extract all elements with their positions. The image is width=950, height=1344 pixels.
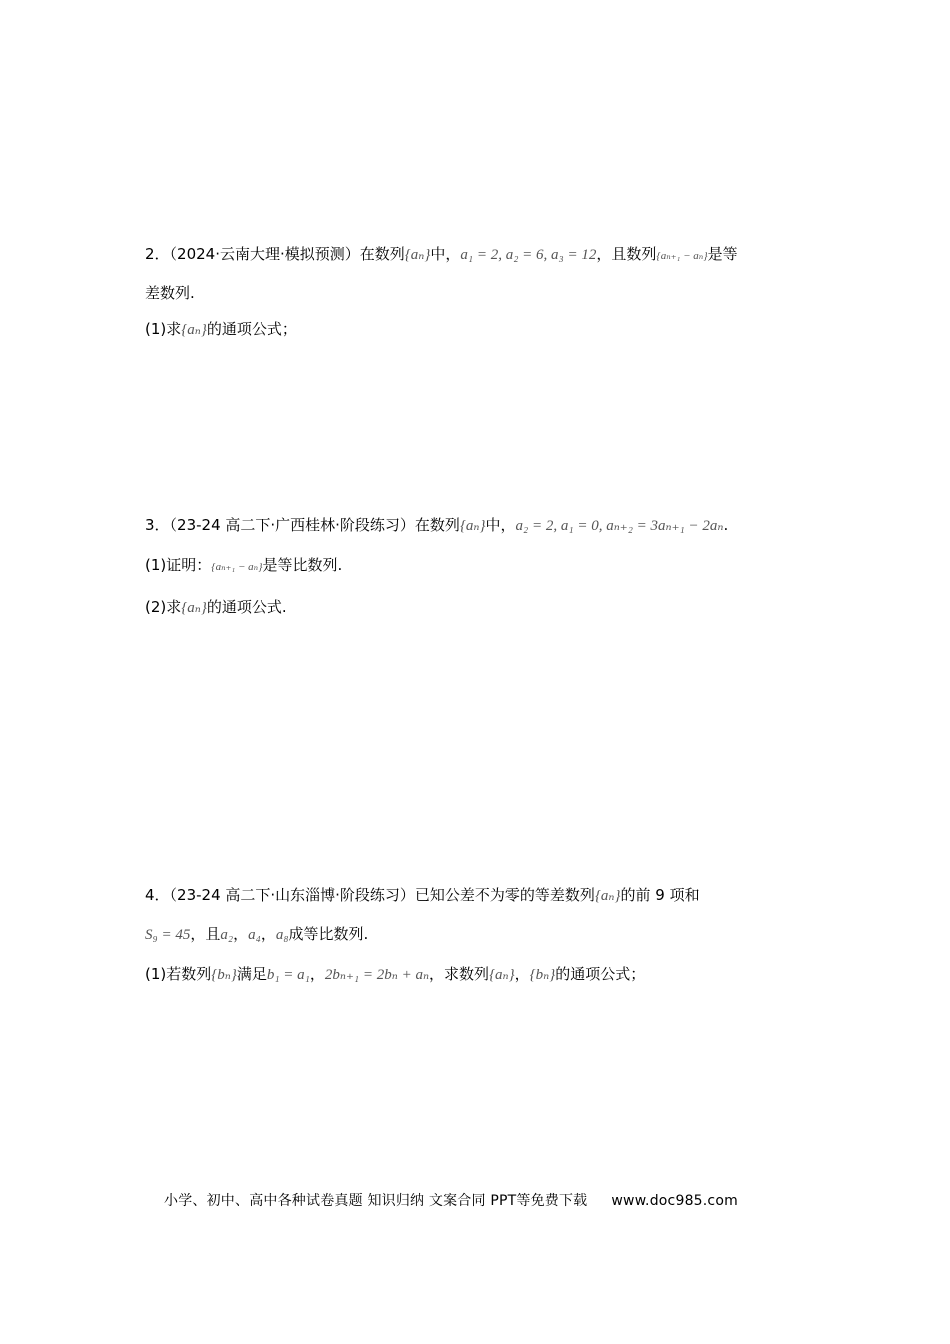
q4-line1 [145,884,700,907]
q4-seq-bn: {bₙ} [211,967,237,983]
q3-text: 中， [485,516,516,534]
q4-text: ，且 [190,925,221,943]
q4-text: ， [514,965,530,983]
q3-line1 [145,514,728,537]
q3-seq-an: {aₙ} [459,518,486,534]
q4-text: 的前 9 项和 [620,886,700,904]
q4-b1: b₁ = a₁ [266,967,310,983]
q3-text: (1)证明： [145,556,212,574]
q2-condition: a₁ = 2, a₂ = 6, a₃ = 12 [460,247,597,263]
q3-part1 [145,554,342,578]
q2-seq-diff: {aₙ₊₁ − aₙ} [656,250,708,262]
q2-text: ，且数列 [596,245,657,263]
q4-seq-an: {aₙ} [594,888,621,904]
q4-text: ， [260,925,276,943]
footer-text: 小学、初中、高中各种试卷真题 知识归纳 文案合同 PPT等免费下载 [164,1193,588,1209]
q4-seq-an: {aₙ} [489,967,515,983]
q3-text: 的通项公式. [206,598,287,616]
q4-text: ， [309,965,325,983]
q4-part1 [145,963,645,986]
q4-text: 成等比数列. [288,925,369,943]
q2-text: 中， [430,245,461,263]
q2-seq-an: {aₙ} [181,322,207,338]
q4-line2 [145,923,368,946]
q4-a4: a₄ [248,927,261,943]
q3-condition: a₂ = 2, a₁ = 0, aₙ₊₂ = 3aₙ₊₁ − 2aₙ [515,518,724,534]
page-footer [164,1190,738,1210]
q4-seq-bn: {bₙ} [529,967,556,983]
q3-text: . [723,516,729,534]
q3-seq-an: {aₙ} [181,600,207,616]
q4-text: 满足 [236,965,267,983]
q4-a2: a₂ [220,927,234,943]
q2-part1 [145,318,297,341]
q4-text: ， [233,925,249,943]
q2-text: 是等 [707,245,738,263]
q4-text: 的通项公式； [555,965,646,983]
q2-text: 的通项公式； [206,320,297,338]
q3-part2 [145,596,287,619]
q2-text: 差数列. [145,284,195,302]
q4-text: 4．（23-24 高二下·山东淄博·阶段练习）已知公差不为零的等差数列 [145,886,595,904]
footer-url[interactable]: www.doc985.com [611,1193,738,1209]
q3-text: (2)求 [145,598,182,616]
q4-text: ，求数列 [429,965,490,983]
q2-text: 2．（2024·云南大理·模拟预测）在数列 [145,245,405,263]
q3-text: 3．（23-24 高二下·广西桂林·阶段练习）在数列 [145,516,460,534]
q2-line1 [145,243,738,267]
q2-text: (1)求 [145,320,182,338]
q2-seq-an: {aₙ} [404,247,431,263]
q3-seq-diff: {aₙ₊₁ − aₙ} [211,561,263,573]
q4-recurrence: 2bₙ₊₁ = 2bₙ + aₙ [324,967,430,983]
q4-text: (1)若数列 [145,965,212,983]
q2-line2 [145,282,195,304]
q3-text: 是等比数列. [262,556,343,574]
q4-a8: a₈ [275,927,289,943]
q4-s9: S₉ = 45 [145,927,191,943]
